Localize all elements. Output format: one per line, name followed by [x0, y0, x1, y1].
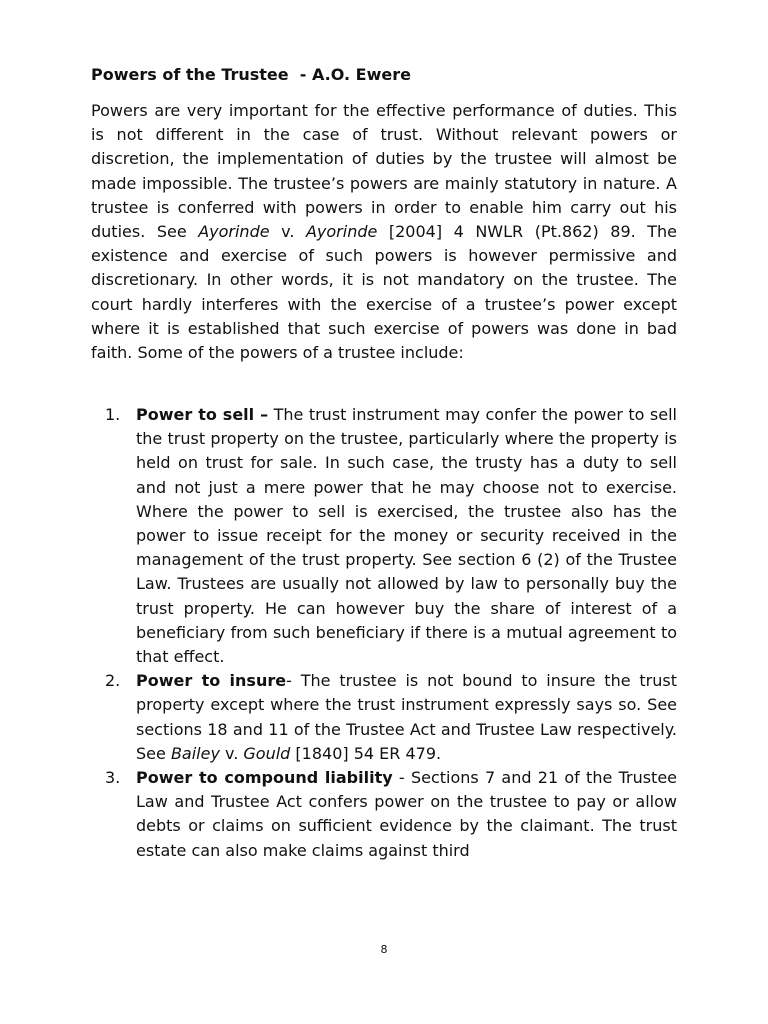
intro-text-1: Powers are very important for the effective performance of duties. This is not different in the case of trust. Without relevant powers or discretion, the implementation of duties by the trustee will almost be made impossible. The trustee’s powers are mainly statutory in nature. A trustee is conferred with powers in order to enable him carry out his duties. See — [91, 101, 677, 242]
case-name-gould: Gould — [243, 743, 291, 763]
list-item-text: - Sections 7 and 21 of the Trustee Law and Trustee Act confers power on the trustee to pay or allow debts or claims on sufficient evidence by the claimant. The trust estate can also make claims against third — [136, 768, 678, 860]
intro-paragraph — [91, 99, 677, 365]
list-item-text: The trust instrument may confer the power to sell the trust property on the trustee, particularly where the property is held on trust for sale. In such case, the trusty has a duty to sell and not just a mere power that he may choose not to exercise. Where the power to sell is exercised, the trustee also has the power to issue receipt for the money or security received in the management of the trust property. See section 6 (2) of the Trustee Law. Trustees are usually not allowed by law to personally buy the trust property. He can however buy the share of interest of a beneficiary from such beneficiary if there is a mutual agreement to that effect. — [136, 405, 677, 667]
versus-2: v. — [219, 743, 244, 763]
list-item-power-to-compound-liability — [91, 766, 677, 863]
powers-list — [91, 403, 677, 863]
list-number: 1. — [105, 405, 121, 424]
list-item-heading: Power to compound liability — [136, 768, 393, 788]
case-name-bailey: Bailey — [170, 743, 220, 763]
case-name-ayorinde-1: Ayorinde — [198, 222, 270, 242]
list-item-heading: Power to sell – — [136, 405, 269, 424]
list-item-text: - The trustee is not bound to insure the trust property except where the trust instrument expressly says so. See sections 18 and 11 of the Trustee Act and Trustee Law respectively. See — [136, 671, 677, 763]
list-number: 3. — [105, 768, 121, 788]
versus-1: v. — [269, 222, 306, 242]
list-item-power-to-insure — [91, 669, 677, 766]
list-item-power-to-sell — [91, 403, 677, 669]
case-name-ayorinde-2: Ayorinde — [305, 222, 378, 242]
list-number: 2. — [105, 671, 121, 691]
page-title: Powers of the Trustee - A.O. Ewere — [91, 65, 411, 84]
intro-text-2: [2004] 4 NWLR (Pt.862) 89. The existence and exercise of such powers is however permissive and discretionary. In other words, it is not mandatory on the trustee. The court hardly interferes with the exercise of a trustee’s power except where it is established that such exercise of powers was done in bad faith. Some of the powers of a trustee include: — [91, 222, 678, 363]
page-number: 8 — [380, 943, 388, 956]
list-item-heading: Power to insure — [136, 671, 287, 691]
list-item-text-2: [1840] 54 ER 479. — [290, 743, 442, 763]
